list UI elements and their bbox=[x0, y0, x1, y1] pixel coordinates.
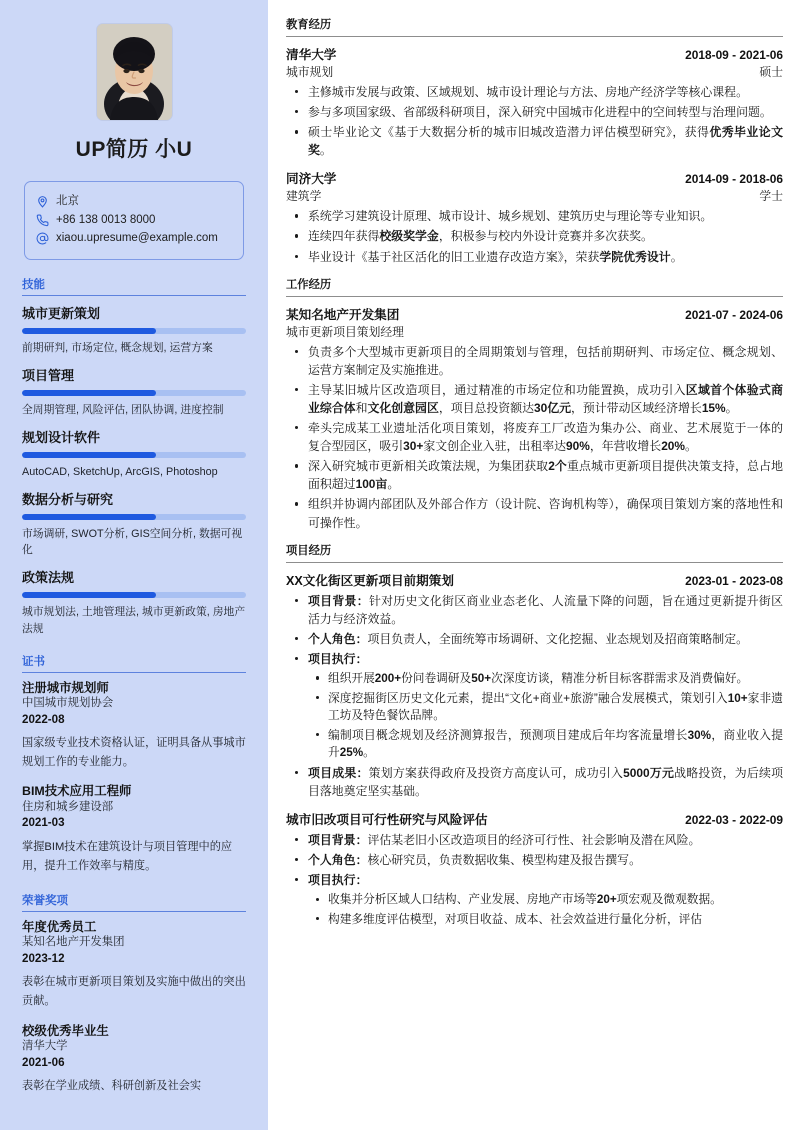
school-name: 清华大学 bbox=[286, 48, 337, 62]
contact-box bbox=[24, 181, 244, 260]
entry-title: 注册城市规划师 bbox=[22, 680, 109, 695]
bullet-item: 负责多个大型城市更新项目的全周期策划与管理，包括前期研判、市场定位、概念规划、运营方案制定及实施推进。 bbox=[286, 343, 783, 379]
work-date: 2021-07 - 2024-06 bbox=[685, 307, 783, 322]
skill-name: 项目管理 bbox=[22, 367, 75, 383]
education-item bbox=[286, 168, 783, 265]
skill-bar-track bbox=[22, 328, 246, 334]
bullet-item: 深入研究城市更新相关政策法规，为集团获取2个重点城市更新项目提供决策支持，总占地面积超过100亩。 bbox=[286, 457, 783, 493]
skill-bar-fill bbox=[22, 452, 156, 458]
certificates-heading: 证书 bbox=[22, 653, 246, 673]
project-title-line bbox=[286, 809, 783, 828]
education-bullets bbox=[286, 207, 783, 265]
project-execution-bullets bbox=[308, 670, 783, 762]
work-bullets bbox=[286, 343, 783, 532]
bullet-item: 硕士毕业论文《基于大数据分析的城市旧城改造潜力评估模型研究》，获得优秀毕业论文奖。 bbox=[286, 123, 783, 159]
education-title-line bbox=[286, 44, 783, 63]
skill-name: 城市更新策划 bbox=[22, 305, 101, 321]
entry-date: 2023-12 bbox=[22, 951, 65, 965]
education-subtitle-line bbox=[286, 187, 783, 204]
main-content bbox=[268, 0, 799, 1130]
project-item bbox=[286, 570, 783, 800]
bullet-item: 连续四年获得校级奖学金，积极参与校内外设计竞赛并多次获奖。 bbox=[286, 227, 783, 245]
projects-section bbox=[286, 542, 783, 929]
entry-issuer: 某知名地产开发集团 bbox=[22, 936, 125, 949]
education-item bbox=[286, 44, 783, 159]
skill-item bbox=[22, 427, 246, 480]
bullet-item: 个人角色：核心研究员，负责数据收集、模型构建及报告撰写。 bbox=[286, 851, 783, 869]
entry-issuer: 清华大学 bbox=[22, 1039, 68, 1052]
bullet-item: 参与多项国家级、省部级科研项目，深入研究中国城市化进程中的空间转型与治理问题。 bbox=[286, 103, 783, 121]
phone-icon bbox=[36, 214, 49, 227]
job-role: 城市更新项目策划经理 bbox=[286, 324, 404, 339]
skill-name: 数据分析与研究 bbox=[22, 492, 114, 508]
projects-list bbox=[286, 570, 783, 929]
awards-list bbox=[22, 919, 246, 1096]
entry-item bbox=[22, 783, 246, 876]
major-name: 城市规划 bbox=[286, 65, 334, 79]
project-execution-bullets bbox=[308, 891, 783, 928]
education-list bbox=[286, 44, 783, 266]
projects-heading: 项目经历 bbox=[286, 542, 783, 563]
work-list bbox=[286, 304, 783, 532]
skill-bar-track bbox=[22, 592, 246, 598]
entry-title: 校级优秀毕业生 bbox=[22, 1023, 109, 1038]
bullet-item: 主导某旧城片区改造项目，通过精准的市场定位和功能置换，成功引入区域首个体验式商业综合体和文化创意园区，项目总投资额达30亿元，预计带动区域经济增长15%。 bbox=[286, 381, 783, 417]
major-name: 建筑学 bbox=[286, 189, 322, 204]
project-name: XX文化街区更新项目前期策划 bbox=[286, 573, 454, 588]
entry-description: 表彰在城市更新项目策划及实施中做出的突出贡献。 bbox=[22, 976, 246, 1008]
skill-bar-track bbox=[22, 514, 246, 520]
project-execution-item: 项目执行： 组织开展200+份问卷调研及50+次深度访谈，精准分析目标客群需求及消费偏好。 深度挖掘街区历史文化元素，提出“文化+商业+旅游”融合发展模式，策划引入10+家非遗工坊及特色餐饮品牌。 编制项目概念规划及经济测算报告，预测项目建成后年均客流量增长30%，商业收入提升25%。 bbox=[286, 650, 783, 762]
education-bullets bbox=[286, 83, 783, 159]
entry-item bbox=[22, 1023, 246, 1096]
skill-bar-fill bbox=[22, 390, 156, 396]
entry-item bbox=[22, 680, 246, 773]
skills-heading: 技能 bbox=[22, 276, 246, 296]
bullet-item: 项目背景：评估某老旧小区改造项目的经济可行性、社会影响及潜在风险。 bbox=[286, 831, 783, 849]
sub-bullet-item: 深度挖掘街区历史文化元素，提出“文化+商业+旅游”融合发展模式，策划引入10+家非遗工坊及特色餐饮品牌。 bbox=[308, 690, 783, 725]
entry-description: 掌握BIM技术在建筑设计与项目管理中的应用，提升工作效率与精度。 bbox=[22, 840, 233, 872]
project-bullets bbox=[286, 831, 783, 928]
skill-bar-track bbox=[22, 390, 246, 396]
education-title-line bbox=[286, 168, 783, 187]
entry-description: 国家级专业技术资格认证，证明具备从事城市规划工作的专业能力。 bbox=[22, 736, 246, 769]
bullet-item: 组织并协调内部团队及外部合作方（设计院、咨询机构等），确保项目策划方案的落地性和可操作性。 bbox=[286, 495, 783, 531]
education-section bbox=[286, 16, 783, 266]
work-heading: 工作经历 bbox=[286, 276, 783, 297]
bullet-item: 牵头完成某工业遗址活化项目策划，将废弃工厂改造为集办公、商业、艺术展览于一体的复合型园区，吸引30+家文创企业入驻，出租率达90%，年营收增长20%。 bbox=[286, 419, 783, 455]
company-name: 某知名地产开发集团 bbox=[286, 307, 400, 322]
avatar-container bbox=[22, 0, 246, 120]
degree-label: 学士 bbox=[759, 189, 783, 204]
school-name: 同济大学 bbox=[286, 172, 337, 187]
skill-name: 政策法规 bbox=[22, 570, 75, 586]
bullet-item: 主修城市发展与政策、区域规划、城市设计理论与方法、房地产经济学等核心课程。 bbox=[286, 83, 783, 101]
education-heading: 教育经历 bbox=[286, 16, 783, 37]
person-name: UP简历 小U bbox=[75, 138, 193, 161]
project-bullets bbox=[286, 592, 783, 800]
work-item bbox=[286, 304, 783, 532]
entry-date: 2021-03 bbox=[22, 816, 65, 830]
skill-detail: 前期研判, 市场定位, 概念规划, 运营方案 bbox=[22, 341, 213, 354]
skill-bar-fill bbox=[22, 328, 156, 334]
degree-label: 硕士 bbox=[759, 65, 783, 79]
skill-detail: 市场调研, SWOT分析, GIS空间分析, 数据可视化 bbox=[22, 528, 243, 557]
work-section bbox=[286, 276, 783, 532]
skills-section bbox=[22, 276, 246, 637]
skill-item bbox=[22, 567, 246, 636]
project-date: 2022-03 - 2022-09 bbox=[685, 812, 783, 827]
sub-bullet-item: 编制项目概念规划及经济测算报告，预测项目建成后年均客流量增长30%，商业收入提升25%。 bbox=[308, 727, 783, 762]
contact-email-text: xiaou.upresume@example.com bbox=[56, 232, 218, 245]
skill-name: 规划设计软件 bbox=[22, 429, 101, 445]
project-date: 2023-01 - 2023-08 bbox=[685, 573, 783, 588]
entry-item bbox=[22, 919, 246, 1012]
entry-date: 2021-06 bbox=[22, 1055, 65, 1069]
location-pin-icon bbox=[36, 195, 49, 208]
project-name: 城市旧改项目可行性研究与风险评估 bbox=[286, 812, 488, 827]
project-title-line bbox=[286, 570, 783, 589]
entry-date: 2022-08 bbox=[22, 712, 65, 726]
project-result-item: 项目成果：策划方案获得政府及投资方高度认可，成功引入5000万元战略投资，为后续项目落地奠定坚实基础。 bbox=[286, 764, 783, 800]
avatar bbox=[97, 24, 172, 120]
awards-section bbox=[22, 892, 246, 1096]
contact-location-text: 北京 bbox=[56, 195, 79, 207]
entry-issuer: 住房和城乡建设部 bbox=[22, 800, 114, 813]
skill-detail: 全周期管理, 风险评估, 团队协调, 进度控制 bbox=[22, 403, 224, 416]
skill-item bbox=[22, 489, 246, 558]
education-date: 2014-09 - 2018-06 bbox=[685, 172, 783, 187]
entry-title: BIM技术应用工程师 bbox=[22, 784, 132, 799]
project-item bbox=[286, 809, 783, 928]
skill-bar-fill bbox=[22, 514, 156, 520]
project-execution-item: 项目执行： 收集并分析区域人口结构、产业发展、房地产市场等20+项宏观及微观数据。 构建多维度评估模型，对项目收益、成本、社会效益进行量化分析，评估 bbox=[286, 871, 783, 928]
skill-item bbox=[22, 303, 246, 356]
awards-heading: 荣誉奖项 bbox=[22, 892, 246, 912]
entry-description: 表彰在学业成绩、科研创新及社会实 bbox=[22, 1079, 202, 1092]
contact-location bbox=[36, 194, 232, 210]
bullet-item: 项目背景：针对历史文化街区商业业态老化、人流量下降的问题，旨在通过更新提升街区活力与经济效益。 bbox=[286, 592, 783, 628]
bullet-item: 个人角色：项目负责人，全面统筹市场调研、文化挖掘、业态规划及招商策略制定。 bbox=[286, 630, 783, 648]
at-email-icon bbox=[36, 232, 49, 245]
skill-detail: 城市规划法, 土地管理法, 城市更新政策, 房地产法规 bbox=[22, 606, 246, 635]
sub-bullet-item: 收集并分析区域人口结构、产业发展、房地产市场等20+项宏观及微观数据。 bbox=[308, 891, 783, 909]
skill-item bbox=[22, 365, 246, 418]
certificates-section bbox=[22, 653, 246, 876]
education-subtitle-line bbox=[286, 63, 783, 80]
skills-list bbox=[22, 303, 246, 637]
work-title-line bbox=[286, 304, 783, 323]
certificates-list bbox=[22, 680, 246, 876]
contact-phone-text: +86 138 0013 8000 bbox=[56, 213, 156, 226]
sub-bullet-item: 构建多维度评估模型，对项目收益、成本、社会效益进行量化分析，评估 bbox=[308, 911, 783, 929]
sub-bullet-item: 组织开展200+份问卷调研及50+次深度访谈，精准分析目标客群需求及消费偏好。 bbox=[308, 670, 783, 688]
entry-issuer: 中国城市规划协会 bbox=[22, 696, 114, 709]
contact-phone bbox=[36, 213, 232, 229]
bullet-item: 毕业设计《基于社区活化的旧工业遗存改造方案》，荣获学院优秀设计。 bbox=[286, 248, 783, 266]
skill-bar-track bbox=[22, 452, 246, 458]
sidebar bbox=[0, 0, 268, 1130]
contact-email bbox=[36, 231, 232, 247]
education-date: 2018-09 - 2021-06 bbox=[685, 48, 783, 62]
entry-title: 年度优秀员工 bbox=[22, 920, 97, 935]
skill-bar-fill bbox=[22, 592, 156, 598]
skill-detail: AutoCAD, SketchUp, ArcGIS, Photoshop bbox=[22, 465, 218, 478]
bullet-item: 系统学习建筑设计原理、城市设计、城乡规划、建筑历史与理论等专业知识。 bbox=[286, 207, 783, 225]
